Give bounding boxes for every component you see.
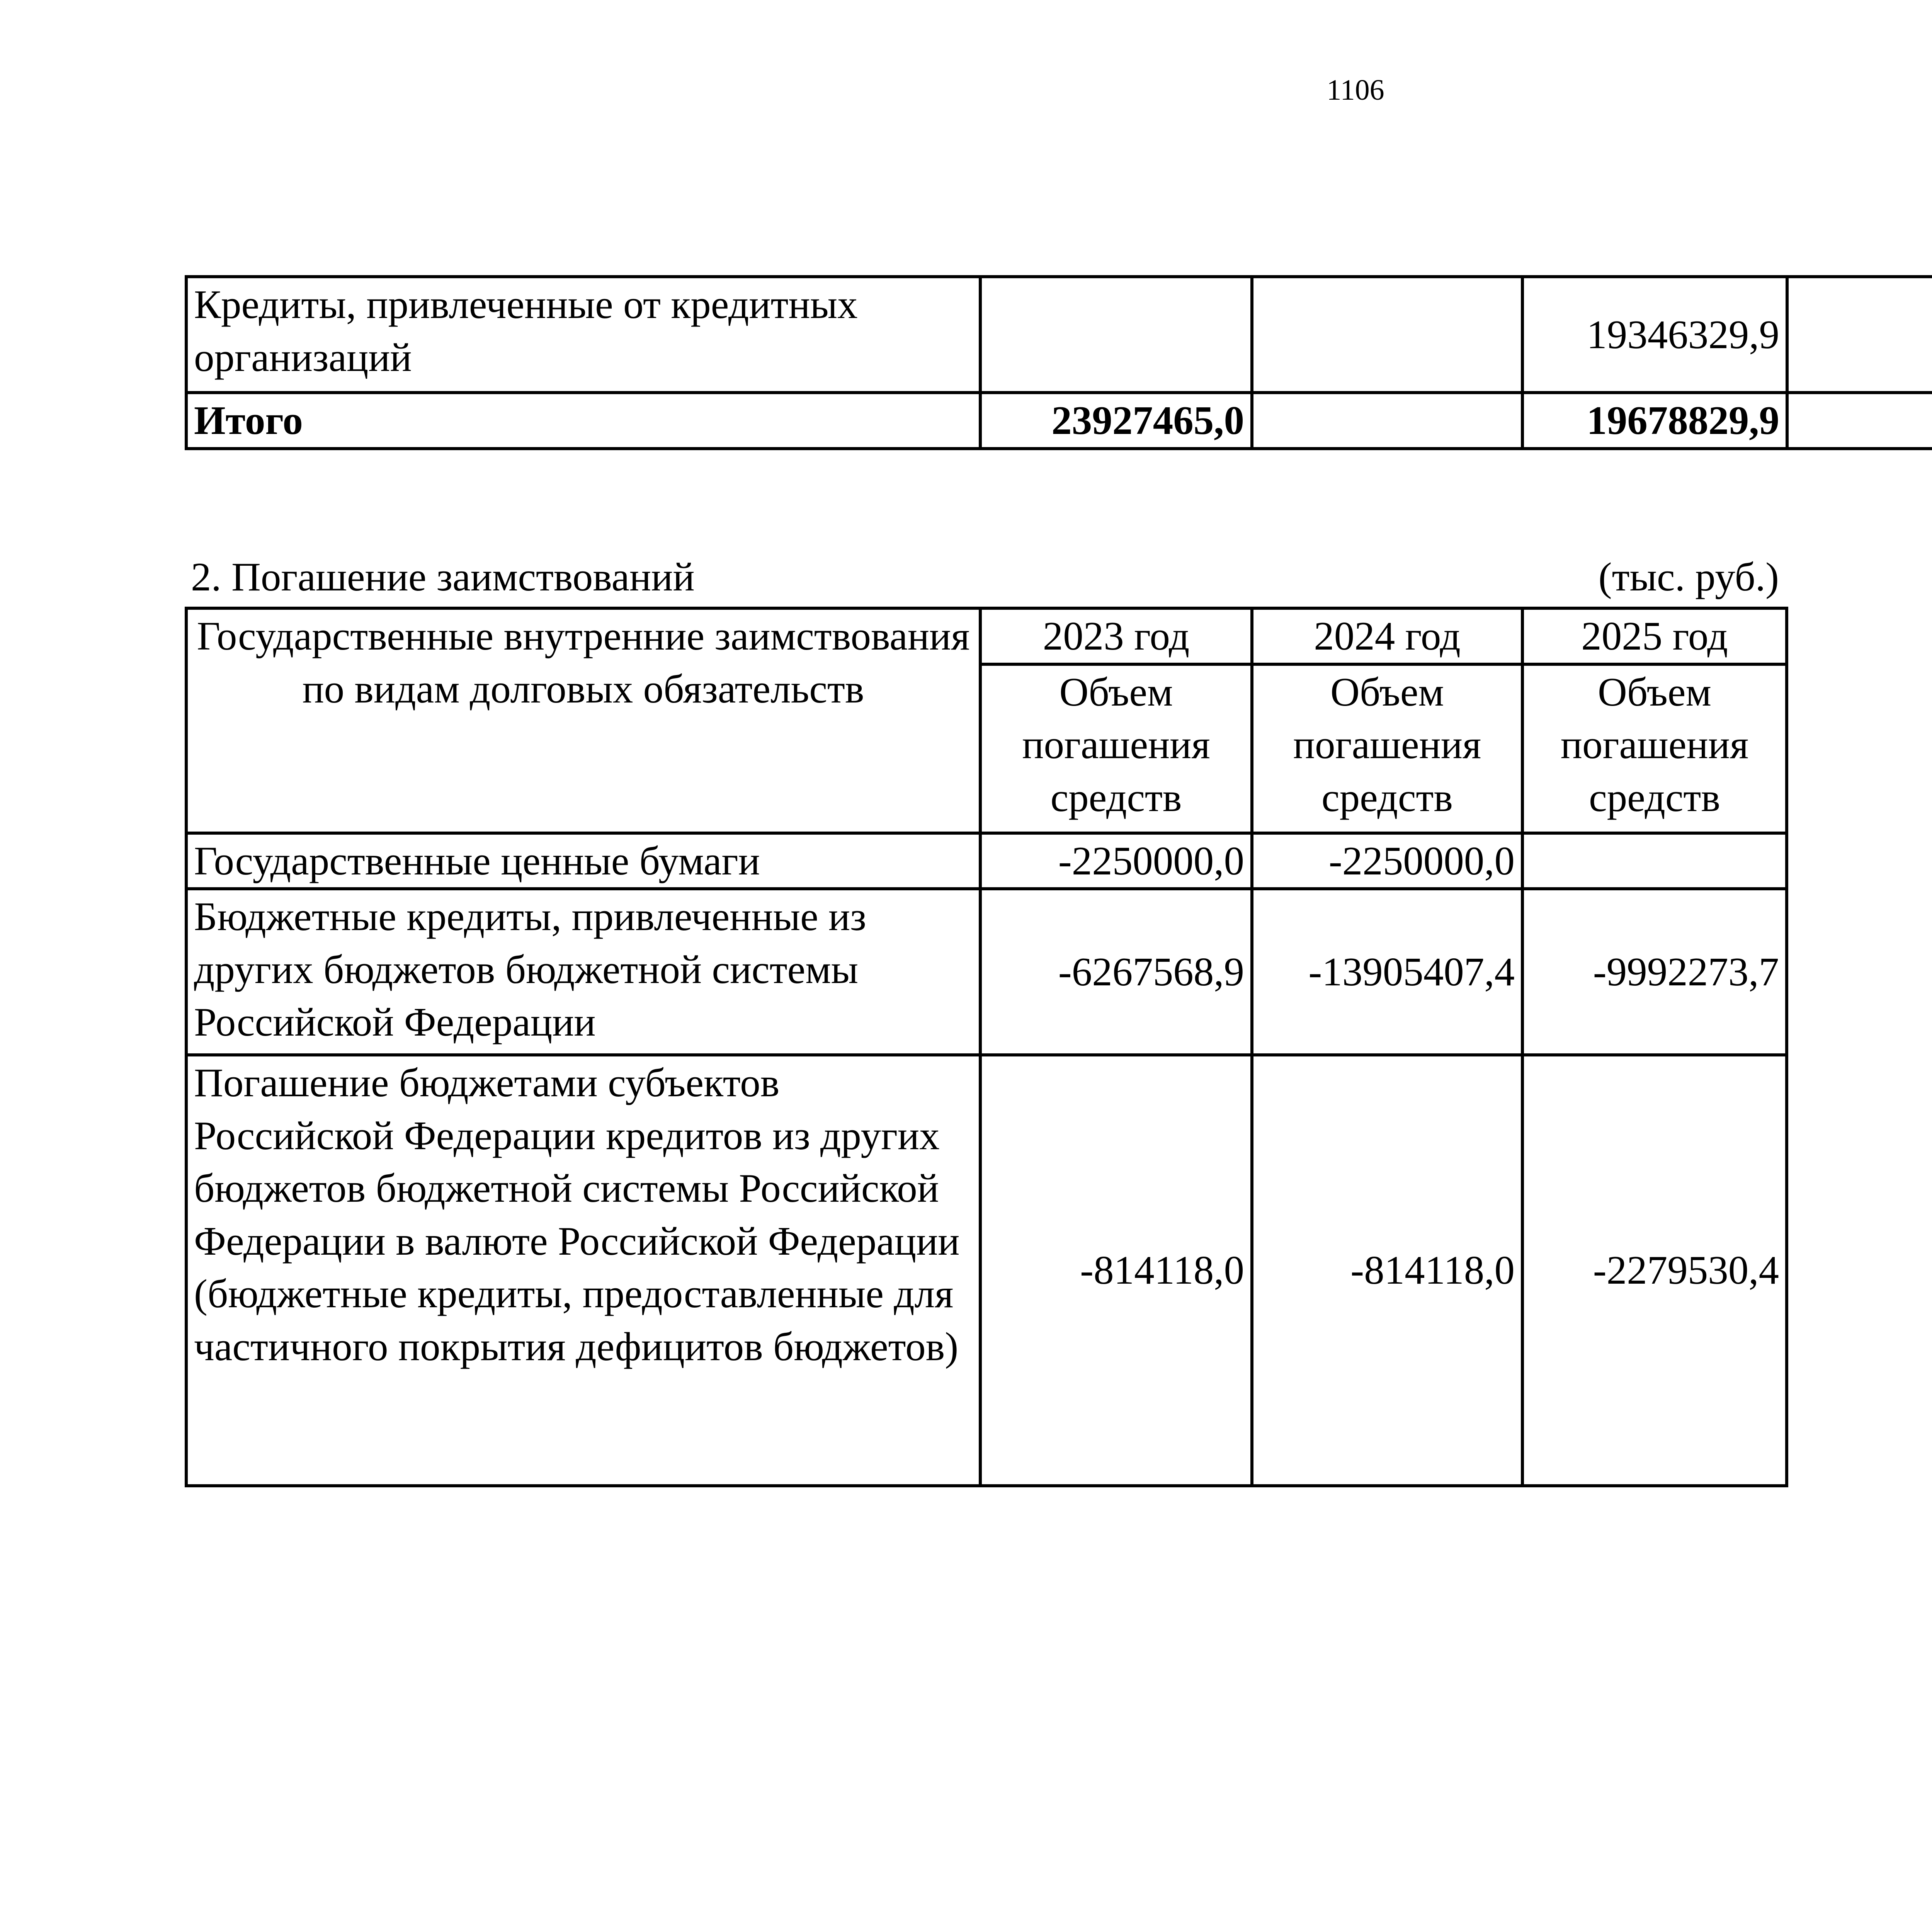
row-name-cell: Погашение бюджетами субъектов Российской Федерации кредитов из других бюджетов бюджетной системы Российской Федерации в валюте Российской Федерации (бюджетные кредиты, предоставленные для частичного покрытия дефицитов бюджетов) (186, 1055, 980, 1486)
value-cell (980, 277, 1252, 393)
repayment-table (185, 607, 1788, 1487)
header-year-cell: 2025 год (1522, 608, 1787, 664)
total-value-cell: 19678829,9 (1522, 393, 1787, 449)
header-year-cell: 2023 год (980, 608, 1252, 664)
section-title: 2. Погашение заимствований (191, 554, 695, 599)
total-value-cell (1252, 393, 1522, 449)
header-name-cell: Государственные внутренние заимствования по видам долговых обязательств (186, 608, 980, 833)
value-cell (1787, 277, 1932, 393)
value-cell (1252, 277, 1522, 393)
borrowings-table-continuation (185, 275, 1932, 450)
header-row (186, 608, 1787, 664)
header-sub-cell: Объем погашения средств (1522, 664, 1787, 833)
header-sub-cell: Объем погашения средств (980, 664, 1252, 833)
total-value-cell: 23927465,0 (980, 393, 1252, 449)
total-label-cell: Итого (186, 393, 980, 449)
value-cell (1522, 833, 1787, 889)
value-cell: -814118,0 (980, 1055, 1252, 1486)
value-cell: -6267568,9 (980, 889, 1252, 1055)
total-value-cell (1787, 393, 1932, 449)
table-row (186, 833, 1787, 889)
table-row (186, 277, 1932, 393)
header-year-cell: 2024 год (1252, 608, 1522, 664)
row-name-cell: Государственные ценные бумаги (186, 833, 980, 889)
row-name-cell: Бюджетные кредиты, привлеченные из других бюджетов бюджетной системы Российской Федерации (186, 889, 980, 1055)
table-row (186, 889, 1787, 1055)
row-name-cell: Кредиты, привлеченные от кредитных организаций (186, 277, 980, 393)
value-cell: -13905407,4 (1252, 889, 1522, 1055)
value-cell: -2279530,4 (1522, 1055, 1787, 1486)
value-cell: -9992273,7 (1522, 889, 1787, 1055)
value-cell: -2250000,0 (980, 833, 1252, 889)
value-cell: -2250000,0 (1252, 833, 1522, 889)
page-number: 1106 (1327, 74, 1384, 106)
header-sub-cell: Объем погашения средств (1252, 664, 1522, 833)
value-cell: 19346329,9 (1522, 277, 1787, 393)
units-label: (тыс. руб.) (1598, 554, 1779, 599)
table-row (186, 1055, 1787, 1486)
total-row (186, 393, 1932, 449)
value-cell: -814118,0 (1252, 1055, 1522, 1486)
